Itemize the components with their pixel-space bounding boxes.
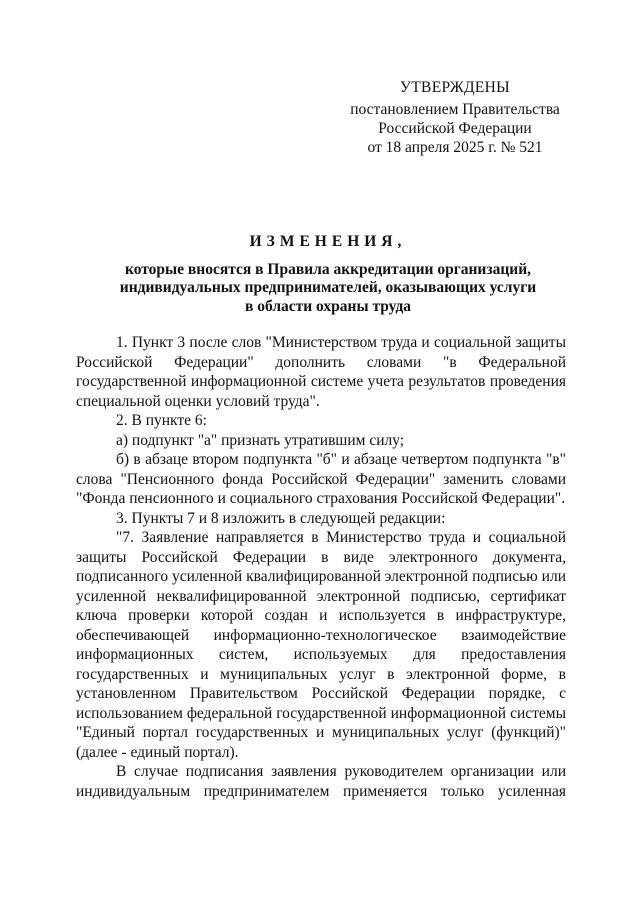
document-heading bbox=[88, 233, 568, 316]
paragraph-subitem-a: а) подпункт "а" признать утратившим силу; bbox=[116, 431, 405, 449]
heading-subtitle-line-1: которые вносятся в Правила аккредитации организаций, bbox=[124, 260, 532, 278]
paragraph-item-3: 3. Пункты 7 и 8 изложить в следующей редакции: bbox=[116, 509, 446, 527]
heading-subtitle-line-3: в области охраны труда bbox=[244, 297, 412, 315]
paragraph-signing: В случае подписания заявления руководителем организации или индивидуальным предпринимателем применяется только усиленная bbox=[76, 763, 566, 800]
paragraph-item-2: 2. В пункте 6: bbox=[116, 412, 207, 429]
approval-title: УТВЕРЖДЕНЫ bbox=[400, 79, 510, 96]
document-body bbox=[76, 333, 566, 801]
paragraph-clause-7: "7. Заявление направляется в Министерство труда и социальной защиты Российской Федерации в виде электронного документа, подписанного усиленной квалифицированной электронной подписью или усиленной неквалифицированной электронной подписью, сертификат ключа проверки которой создан и используется в инфраструктуре, обеспечивающей информационно-технологическое взаимодействие информационных систем, используемых для предоставления государственных и муниципальных услуг в электронной форме, в установленном Правительством Российской Федерации порядке, с использованием федеральной государственной информационной системы "Единый портал государственных и муниципальных услуг (функций)" (далее - единый портал). bbox=[76, 529, 566, 761]
approval-line-3: от 18 апреля 2025 г. № 521 bbox=[367, 139, 543, 156]
heading-title: ИЗМЕНЕНИЯ, bbox=[249, 233, 407, 250]
approval-line-2: Российской Федерации bbox=[378, 120, 532, 137]
approval-block bbox=[330, 78, 580, 157]
paragraph-item-1: 1. Пункт 3 после слов "Министерством труда и социальной защиты Российской Федерации" дополнить словами "в Федеральной государственной информационной системе учета результатов проведения специальной оценки условий труда". bbox=[76, 334, 566, 410]
paragraph-subitem-b: б) в абзаце втором подпункта "б" и абзаце четвертом подпункта "в" слова "Пенсионного фонда Российской Федерации" заменить словами "Фонда пенсионного и социального страхования Российской Федерации". bbox=[76, 451, 566, 507]
approval-line-1: постановлением Правительства bbox=[350, 101, 560, 118]
heading-subtitle-line-2: индивидуальных предпринимателей, оказывающих услуги bbox=[119, 279, 537, 296]
